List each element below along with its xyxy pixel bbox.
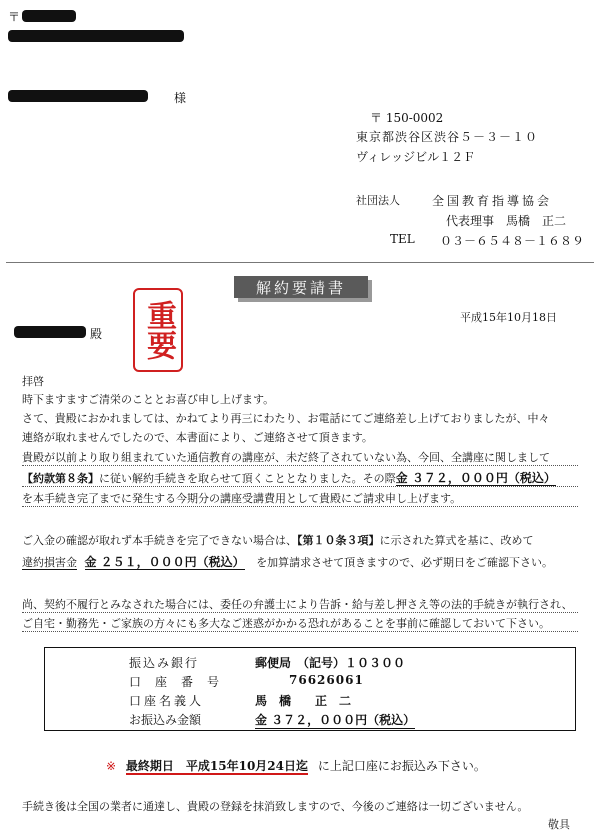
- fee-amount: 金 ３７２，０００円（税込）: [395, 471, 556, 485]
- footer-note: 手続き後は全国の業者に通達し、貴殿の登録を抹消致しますので、今後のご連絡は一切ございません。: [22, 800, 529, 813]
- body-line-10: ご自宅・勤務先・ご家族の方々にも多大なご迷惑がかかる恐れがあることを事前に確認しておいて下さい。: [22, 615, 578, 632]
- body-line-1: 時下ますますご清栄のこととお喜び申し上げます。: [22, 393, 275, 406]
- body-line-7: [22, 532, 534, 548]
- amount-label: お振込み金額: [129, 713, 202, 727]
- account-label: 口座番号: [129, 675, 234, 689]
- body-line-5: [22, 469, 578, 487]
- body-line-7-text: ご入金の確認が取れず本手続きを完了できない場合は、: [22, 534, 297, 547]
- clause-8-reference: 【約款第８条】: [22, 472, 99, 485]
- closing: 敬具: [548, 818, 570, 831]
- postal-mark: 〒: [8, 10, 21, 24]
- body-line-5-text: に従い解約手続きを取らせて頂くこととなりました。その際: [99, 472, 396, 485]
- sender-org-type: 社団法人: [356, 194, 400, 207]
- sender-address2: ヴィレッジビル１２Ｆ: [356, 150, 476, 164]
- bank-label: 振込み銀行: [129, 656, 200, 670]
- body-line-4: 貴殿が以前より取り組まれていた通信教育の講座が、未だ終了されていない為、今回、全講座に関しまして: [22, 449, 578, 466]
- sender-org-name: 全国教育指導協会: [432, 194, 553, 208]
- deadline-line: [106, 757, 486, 774]
- salutation: 拝啓: [22, 375, 44, 388]
- redacted-postal-code: [22, 10, 76, 22]
- sender-address1: 東京都渋谷区渋谷５－３－１０: [356, 130, 539, 144]
- amount-value: 金 ３７２，０００円（税込）: [255, 713, 416, 727]
- body-line-7-tail: に示された算式を基に、改めて: [379, 534, 534, 547]
- holder-label: 口座名義人: [129, 694, 205, 708]
- redacted-addressee-name: [14, 326, 86, 338]
- body-line-2: さて、貴殿におかれましては、かねてより再三にわたり、お電話にてご連絡差し上げておりましたが、中々: [22, 412, 550, 425]
- penalty-label: 違約損害金: [22, 556, 77, 569]
- deadline-instruction: に上記口座にお振込み下さい。: [317, 759, 486, 773]
- deadline-mark: ※: [106, 759, 117, 773]
- account-value: 76626061: [289, 673, 364, 687]
- sender-postal: 〒 150-0002: [370, 111, 444, 125]
- clause-10-reference: 【第１０条３項】: [297, 534, 380, 547]
- body-line-9: 尚、契約不履行とみなされた場合には、委任の弁護士により告訴・給与差し押さえ等の法的手続きが執行され、: [22, 596, 578, 613]
- holder-value: 馬 橋 正 二: [255, 694, 352, 708]
- body-line-3: 連絡が取れませんでしたので、本書面により、ご連絡させて頂きます。: [22, 431, 373, 444]
- important-stamp: 重要: [133, 288, 183, 372]
- document-date: 平成15年10月18日: [460, 311, 557, 324]
- sender-tel: ０３－６５４８－１６８９: [440, 234, 585, 248]
- penalty-amount: 金 ２５１，０００円（税込）: [84, 555, 245, 569]
- sender-representative: 代表理事 馬橋 正二: [446, 214, 567, 228]
- sender-tel-label: TEL: [390, 232, 415, 246]
- divider: [6, 262, 594, 263]
- document-title: 解約要請書: [234, 276, 368, 298]
- redacted-recipient-name: [8, 90, 148, 102]
- deadline-date: 最終期日 平成15年10月24日迄: [125, 759, 308, 773]
- body-line-8-text: を加算請求させて頂きますので、必ず期日をご確認下さい。: [256, 556, 553, 569]
- payment-info-box: [44, 647, 576, 731]
- addressee-honorific: 殿: [90, 327, 103, 341]
- body-line-8: [22, 553, 553, 570]
- recipient-honorific: 様: [174, 91, 187, 105]
- redacted-address: [8, 30, 184, 42]
- body-line-6: を本手続き完了までに発生する今期分の講座受講費用として貴殿にご請求申し上げます。: [22, 490, 578, 507]
- bank-value: 郵便局 （記号）１０３００: [255, 656, 406, 670]
